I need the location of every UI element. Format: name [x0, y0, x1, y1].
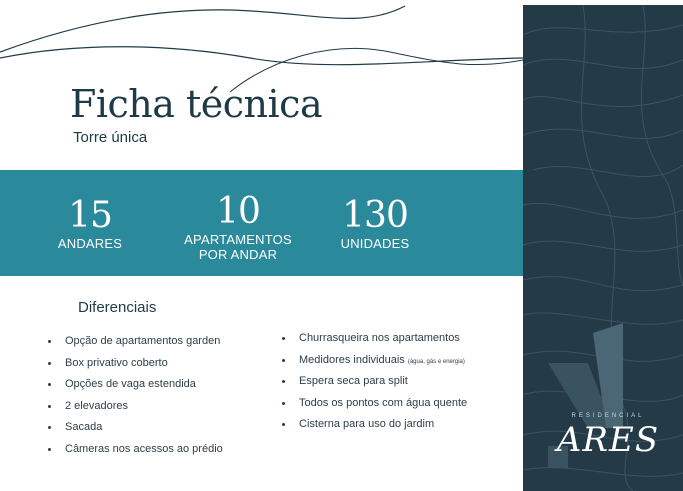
- stat-floors: [45, 196, 135, 251]
- bullet-icon: [282, 423, 285, 426]
- list-item: [282, 374, 467, 396]
- list-item: [282, 353, 467, 375]
- list-item: [48, 442, 223, 464]
- brand-logo: [548, 318, 668, 478]
- list-item-text: Medidores individuais: [299, 353, 405, 366]
- list-item-text: Opção de apartamentos garden: [65, 335, 221, 347]
- list-item: [282, 417, 467, 439]
- bullet-icon: [48, 383, 51, 386]
- list-item-text: Todos os pontos com água quente: [299, 396, 468, 409]
- stat-value: 15: [68, 195, 112, 236]
- list-item: [48, 356, 223, 378]
- bullet-icon: [282, 359, 285, 362]
- page-subtitle: Torre única: [73, 129, 148, 146]
- page-title: Ficha técnica: [70, 82, 323, 126]
- stat-label: UNIDADES: [340, 236, 410, 251]
- bullet-icon: [282, 337, 285, 340]
- brand-subtitle: RESIDENCIAL: [571, 413, 645, 419]
- list-item: [282, 331, 467, 353]
- list-item: [48, 420, 223, 442]
- list-item-text: Espera seca para split: [299, 375, 408, 387]
- list-item-note: (água, gás e energia): [407, 358, 465, 365]
- list-item-text: Cisterna para uso do jardim: [299, 418, 435, 430]
- bullet-icon: [48, 426, 51, 429]
- bullet-icon: [48, 448, 51, 451]
- bullet-icon: [48, 340, 51, 343]
- list-item-text: Box privativo coberto: [65, 356, 168, 369]
- bullet-icon: [282, 380, 285, 383]
- list-item: [48, 399, 223, 421]
- stat-value: 130: [342, 195, 408, 236]
- brand-name: ARES: [556, 420, 660, 460]
- stat-value: 10: [216, 191, 260, 232]
- list-item-text: Sacada: [65, 421, 103, 433]
- bullet-icon: [282, 402, 285, 405]
- list-item-text: Opções de vaga estendida: [65, 378, 196, 390]
- stat-apartments-per-floor: [170, 192, 306, 262]
- stat-label: APARTAMENTOS: [184, 232, 292, 247]
- stat-label: ANDARES: [57, 236, 123, 251]
- list-item: [282, 396, 467, 418]
- stat-label-line2: POR ANDAR: [198, 247, 278, 262]
- bullet-icon: [48, 405, 51, 408]
- stat-units: [325, 196, 425, 251]
- list-item: [48, 377, 223, 399]
- list-item-text: Churrasqueira nos apartamentos: [299, 332, 460, 344]
- features-heading: Diferenciais: [78, 299, 157, 316]
- stats-band: [0, 170, 523, 276]
- list-item-text: 2 elevadores: [65, 399, 128, 412]
- features-list-left: [48, 334, 223, 463]
- bullet-icon: [48, 362, 51, 365]
- list-item-text: Câmeras nos acessos ao prédio: [65, 442, 223, 455]
- features-list-right: [282, 331, 467, 439]
- list-item: [48, 334, 223, 356]
